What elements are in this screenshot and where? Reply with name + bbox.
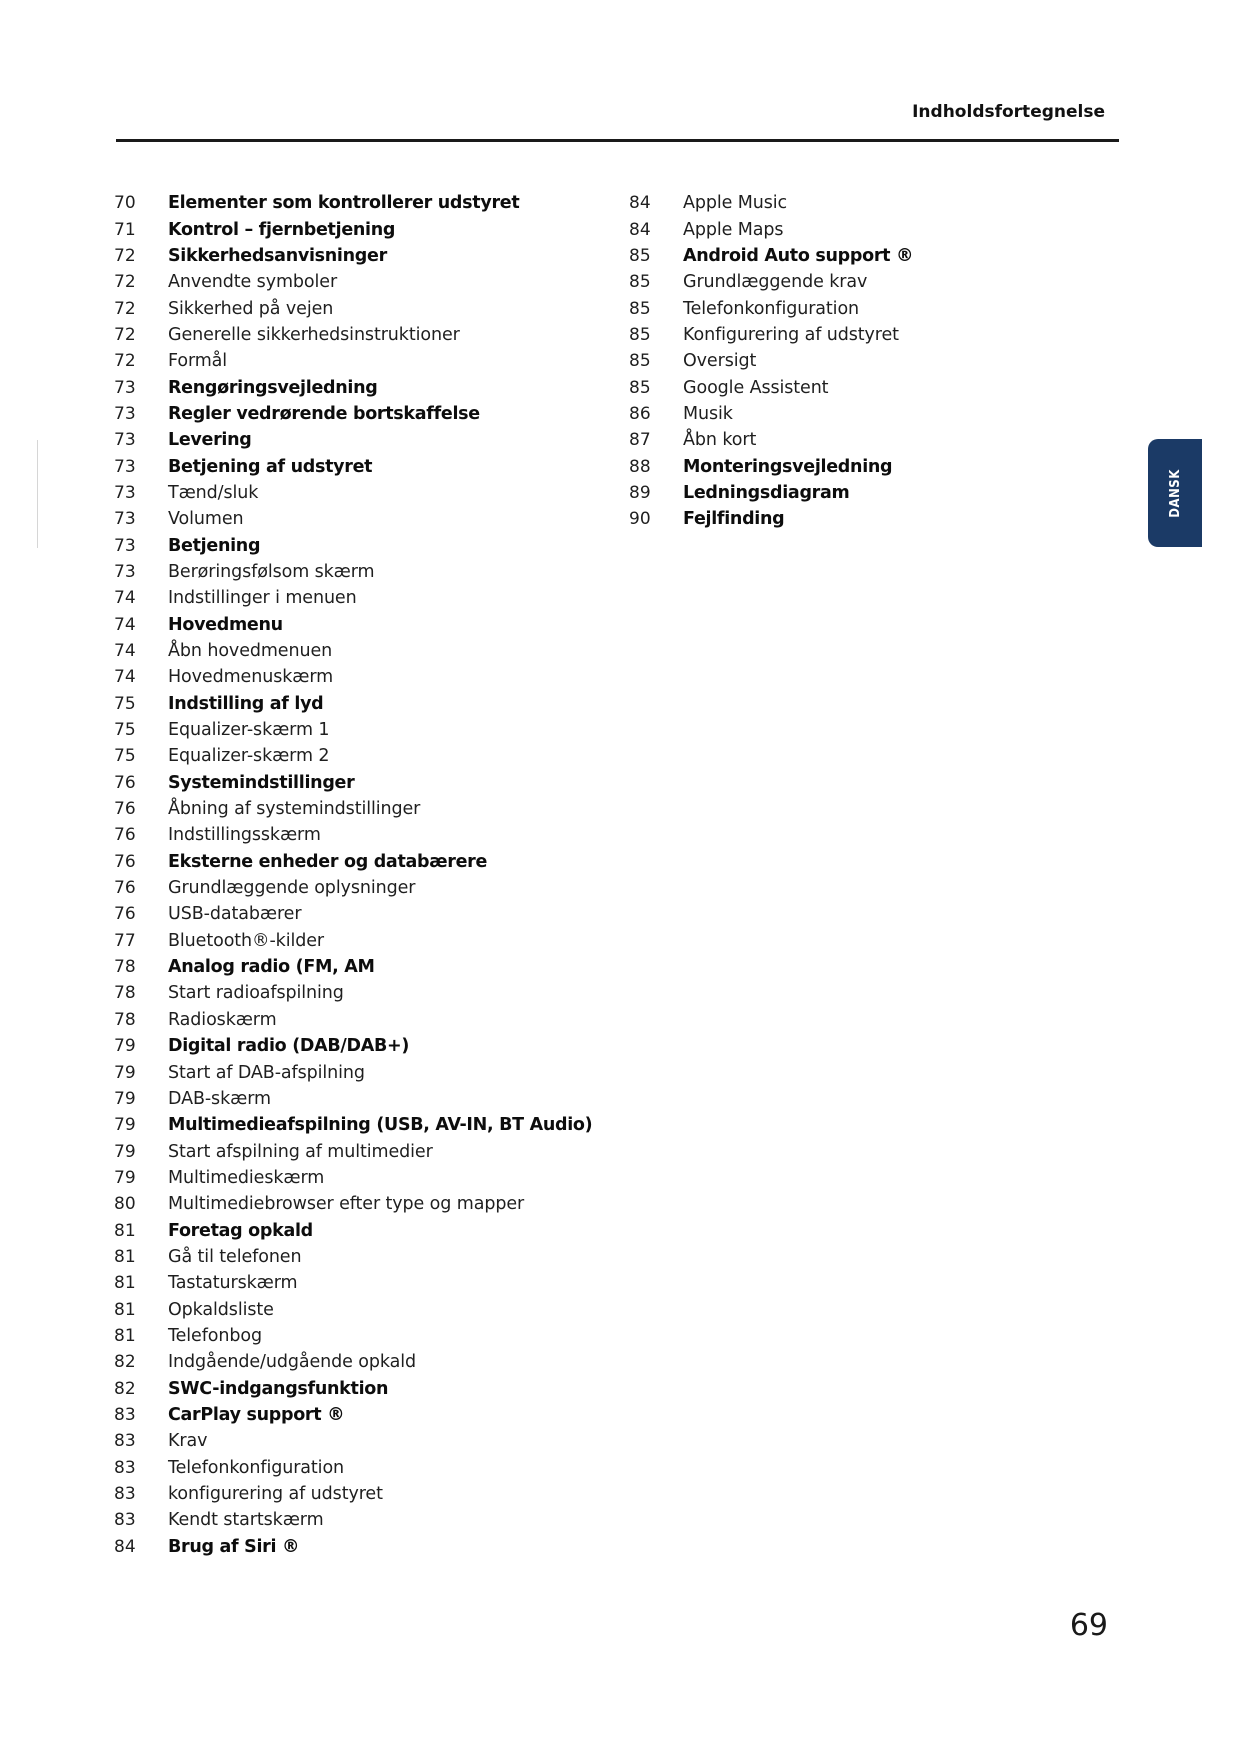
toc-entry-title: Indstillinger i menuen <box>168 588 357 609</box>
toc-entry-page: 73 <box>114 430 136 451</box>
toc-entry[interactable] <box>114 664 614 690</box>
toc-entry-title: Åbn kort <box>683 430 757 451</box>
toc-entry[interactable] <box>629 243 999 269</box>
toc-entry-title: Foretag opkald <box>168 1220 313 1241</box>
toc-entry-page: 79 <box>114 1115 136 1136</box>
toc-entry-title: Åbning af systemindstillinger <box>168 799 421 820</box>
toc-entry-page: 86 <box>629 403 651 424</box>
toc-entry[interactable] <box>629 480 999 506</box>
toc-entry[interactable] <box>114 216 614 242</box>
toc-entry-title: Bluetooth®-kilder <box>168 930 324 951</box>
toc-entry-page: 90 <box>629 509 651 530</box>
toc-entry-page: 85 <box>629 377 651 398</box>
toc-entry[interactable] <box>114 401 614 427</box>
toc-entry-title: Ledningsdiagram <box>683 482 850 503</box>
toc-entry-title: Apple Music <box>683 193 788 214</box>
toc-entry[interactable] <box>629 401 999 427</box>
toc-entry-title: Multimediebrowser efter type og mapper <box>168 1194 525 1215</box>
toc-entry[interactable] <box>629 269 999 295</box>
toc-entry-page: 73 <box>114 482 136 503</box>
toc-entry-page: 82 <box>114 1378 136 1399</box>
toc-entry-title: Konfigurering af udstyret <box>683 324 899 345</box>
toc-entry-title: Hovedmenuskærm <box>168 667 334 688</box>
toc-entry[interactable] <box>629 427 999 453</box>
toc-entry-title: Indstilling af lyd <box>168 693 324 714</box>
toc-entry[interactable] <box>114 796 614 822</box>
toc-entry-title: Grundlæggende krav <box>683 272 868 293</box>
toc-entry-title: Betjening af udstyret <box>168 456 373 477</box>
toc-entry-page: 72 <box>114 272 136 293</box>
toc-entry-page: 73 <box>114 456 136 477</box>
header-title: Indholdsfortegnelse <box>912 102 1105 122</box>
toc-entry-title: SWC-indgangsfunktion <box>168 1378 389 1399</box>
toc-entry-title: Opkaldsliste <box>168 1299 274 1320</box>
toc-entry-title: Eksterne enheder og databærere <box>168 851 488 872</box>
toc-entry-page: 76 <box>114 772 136 793</box>
toc-entry-page: 85 <box>629 324 651 345</box>
toc-entry-title: Brug af Siri ® <box>168 1536 300 1557</box>
toc-entry-title: Fejlfinding <box>683 509 785 530</box>
toc-entry[interactable] <box>114 638 614 664</box>
toc-entry-page: 82 <box>114 1352 136 1373</box>
toc-entry-page: 81 <box>114 1246 136 1267</box>
toc-entry[interactable] <box>114 243 614 269</box>
toc-entry-page: 79 <box>114 1167 136 1188</box>
toc-entry[interactable] <box>629 453 999 479</box>
toc-entry-title: Elementer som kontrollerer udstyret <box>168 193 520 214</box>
toc-entry-title: Equalizer-skærm 2 <box>168 746 330 767</box>
toc-entry[interactable] <box>114 743 614 769</box>
page-number: 69 <box>1069 1608 1108 1643</box>
toc-entry-page: 85 <box>629 245 651 266</box>
toc-entry-title: Gå til telefonen <box>168 1246 302 1267</box>
toc-entry[interactable] <box>114 1244 614 1270</box>
toc-entry-title: Indstillingsskærm <box>168 825 321 846</box>
toc-entry-page: 72 <box>114 245 136 266</box>
toc-entry-title: Systemindstillinger <box>168 772 355 793</box>
toc-entry-page: 78 <box>114 1009 136 1030</box>
toc-entry-title: Musik <box>683 403 733 424</box>
toc-entry-title: Equalizer-skærm 1 <box>168 720 330 741</box>
toc-entry-page: 81 <box>114 1325 136 1346</box>
toc-entry-page: 75 <box>114 693 136 714</box>
toc-entry-title: DAB-skærm <box>168 1088 271 1109</box>
toc-entry-title: Levering <box>168 430 252 451</box>
header-divider <box>116 139 1119 142</box>
toc-entry-title: Kontrol – fjernbetjening <box>168 219 396 240</box>
toc-entry-page: 76 <box>114 904 136 925</box>
toc-entry[interactable] <box>114 1138 614 1164</box>
toc-entry[interactable] <box>114 822 614 848</box>
toc-entry-page: 72 <box>114 351 136 372</box>
toc-entry-page: 81 <box>114 1273 136 1294</box>
toc-entry[interactable] <box>629 190 999 216</box>
toc-entry[interactable] <box>114 322 614 348</box>
toc-entry-page: 89 <box>629 482 651 503</box>
toc-entry[interactable] <box>114 1191 614 1217</box>
toc-entry-page: 85 <box>629 351 651 372</box>
toc-entry-page: 83 <box>114 1431 136 1452</box>
toc-entry-title: Hovedmenu <box>168 614 283 635</box>
toc-entry-title: Google Assistent <box>683 377 829 398</box>
toc-entry[interactable] <box>114 559 614 585</box>
toc-entry-page: 75 <box>114 746 136 767</box>
toc-entry-page: 73 <box>114 403 136 424</box>
toc-entry-title: konfigurering af udstyret <box>168 1484 383 1505</box>
toc-entry-page: 76 <box>114 878 136 899</box>
toc-entry-title: Regler vedrørende bortskaffelse <box>168 403 480 424</box>
toc-entry[interactable] <box>114 453 614 479</box>
toc-entry-title: USB-databærer <box>168 904 302 925</box>
toc-entry-title: Tastaturskærm <box>168 1273 298 1294</box>
toc-entry-page: 81 <box>114 1220 136 1241</box>
toc-entry[interactable] <box>114 532 614 558</box>
toc-entry[interactable] <box>114 612 614 638</box>
toc-entry-page: 72 <box>114 298 136 319</box>
toc-entry[interactable] <box>114 717 614 743</box>
toc-entry[interactable] <box>114 849 614 875</box>
toc-entry-page: 73 <box>114 509 136 530</box>
toc-entry[interactable] <box>629 216 999 242</box>
toc-entry[interactable] <box>114 269 614 295</box>
toc-entry-page: 88 <box>629 456 651 477</box>
toc-entry-page: 83 <box>114 1510 136 1531</box>
toc-entry[interactable] <box>114 348 614 374</box>
toc-entry-page: 71 <box>114 219 136 240</box>
toc-entry-page: 80 <box>114 1194 136 1215</box>
toc-entry[interactable] <box>114 1428 614 1454</box>
toc-entry[interactable] <box>114 928 614 954</box>
toc-entry-page: 75 <box>114 720 136 741</box>
toc-entry-title: Volumen <box>168 509 244 530</box>
toc-entry-page: 79 <box>114 1141 136 1162</box>
toc-entry[interactable] <box>114 427 614 453</box>
toc-entry-title: Radioskærm <box>168 1009 277 1030</box>
toc-entry-title: Multimedieskærm <box>168 1167 325 1188</box>
toc-column-left <box>114 190 614 1560</box>
toc-entry[interactable] <box>114 1455 614 1481</box>
toc-entry-page: 84 <box>629 219 651 240</box>
toc-entry-title: Sikkerhedsanvisninger <box>168 245 387 266</box>
toc-entry-page: 72 <box>114 324 136 345</box>
toc-entry[interactable] <box>114 875 614 901</box>
toc-entry-title: Åbn hovedmenuen <box>168 641 333 662</box>
toc-entry-title: Telefonbog <box>168 1325 262 1346</box>
toc-entry[interactable] <box>114 980 614 1006</box>
toc-entry-title: Multimedieafspilning (USB, AV-IN, BT Audio) <box>168 1115 593 1136</box>
language-tab[interactable] <box>1148 439 1202 547</box>
toc-entry-title: Tænd/sluk <box>168 482 259 503</box>
toc-entry-page: 73 <box>114 535 136 556</box>
toc-entry[interactable] <box>114 1349 614 1375</box>
toc-entry-title: Analog radio (FM, AM <box>168 957 375 978</box>
toc-entry-page: 76 <box>114 799 136 820</box>
toc-entry-page: 79 <box>114 1062 136 1083</box>
toc-entry-title: Kendt startskærm <box>168 1510 324 1531</box>
toc-entry-title: Betjening <box>168 535 261 556</box>
toc-entry[interactable] <box>114 691 614 717</box>
toc-entry[interactable] <box>629 348 999 374</box>
toc-entry-title: Sikkerhed på vejen <box>168 298 334 319</box>
toc-entry[interactable] <box>114 770 614 796</box>
toc-entry-title: Android Auto support ® <box>683 245 914 266</box>
toc-entry[interactable] <box>114 1375 614 1401</box>
toc-entry[interactable] <box>114 374 614 400</box>
toc-entry-page: 73 <box>114 377 136 398</box>
toc-entry-page: 77 <box>114 930 136 951</box>
toc-entry-title: Berøringsfølsom skærm <box>168 561 375 582</box>
toc-entry-title: Start radioafspilning <box>168 983 344 1004</box>
toc-entry-title: Anvendte symboler <box>168 272 338 293</box>
toc-entry[interactable] <box>114 1323 614 1349</box>
toc-entry[interactable] <box>114 1534 614 1560</box>
toc-entry-page: 79 <box>114 1088 136 1109</box>
toc-entry[interactable] <box>114 506 614 532</box>
toc-entry[interactable] <box>114 954 614 980</box>
toc-entry-title: Apple Maps <box>683 219 784 240</box>
toc-entry[interactable] <box>114 1007 614 1033</box>
toc-entry-title: Monteringsvejledning <box>683 456 893 477</box>
toc-entry-page: 85 <box>629 272 651 293</box>
toc-entry-page: 78 <box>114 983 136 1004</box>
toc-entry-page: 84 <box>629 193 651 214</box>
toc-entry[interactable] <box>629 295 999 321</box>
toc-entry-page: 70 <box>114 193 136 214</box>
language-tab-label: DANSK <box>1167 468 1183 518</box>
toc-entry-title: Rengøringsvejledning <box>168 377 378 398</box>
toc-entry-title: Formål <box>168 351 228 372</box>
toc-entry-page: 84 <box>114 1536 136 1557</box>
toc-entry-page: 74 <box>114 667 136 688</box>
toc-entry-page: 78 <box>114 957 136 978</box>
toc-entry[interactable] <box>629 506 999 532</box>
toc-entry-title: Start afspilning af multimedier <box>168 1141 433 1162</box>
toc-entry[interactable] <box>629 322 999 348</box>
toc-entry-page: 87 <box>629 430 651 451</box>
toc-entry-title: Start af DAB-afspilning <box>168 1062 365 1083</box>
toc-entry-title: Digital radio (DAB/DAB+) <box>168 1036 410 1057</box>
toc-entry[interactable] <box>114 1033 614 1059</box>
toc-entry-title: Oversigt <box>683 351 757 372</box>
toc-entry[interactable] <box>114 190 614 216</box>
toc-entry[interactable] <box>114 1059 614 1085</box>
toc-entry-title: Grundlæggende oplysninger <box>168 878 416 899</box>
toc-entry-page: 76 <box>114 825 136 846</box>
toc-entry-page: 74 <box>114 641 136 662</box>
toc-entry[interactable] <box>114 480 614 506</box>
toc-entry-page: 76 <box>114 851 136 872</box>
toc-entry-page: 79 <box>114 1036 136 1057</box>
toc-entry-title: Indgående/udgående opkald <box>168 1352 416 1373</box>
toc-entry[interactable] <box>114 295 614 321</box>
toc-entry[interactable] <box>114 901 614 927</box>
toc-entry-page: 74 <box>114 588 136 609</box>
toc-entry-page: 73 <box>114 561 136 582</box>
toc-entry[interactable] <box>114 1270 614 1296</box>
toc-entry-title: Telefonkonfiguration <box>683 298 860 319</box>
toc-entry-page: 83 <box>114 1457 136 1478</box>
toc-entry[interactable] <box>114 1165 614 1191</box>
toc-entry-title: Telefonkonfiguration <box>168 1457 345 1478</box>
toc-entry-page: 83 <box>114 1484 136 1505</box>
toc-entry-title: Generelle sikkerhedsinstruktioner <box>168 324 460 345</box>
toc-entry[interactable] <box>114 1112 614 1138</box>
toc-entry[interactable] <box>114 1296 614 1322</box>
toc-entry-title: CarPlay support ® <box>168 1404 345 1425</box>
toc-entry-page: 85 <box>629 298 651 319</box>
toc-entry-page: 74 <box>114 614 136 635</box>
toc-entry[interactable] <box>114 585 614 611</box>
toc-entry[interactable] <box>114 1086 614 1112</box>
toc-entry[interactable] <box>114 1507 614 1533</box>
toc-entry[interactable] <box>114 1481 614 1507</box>
toc-entry-title: Krav <box>168 1431 208 1452</box>
toc-entry[interactable] <box>629 374 999 400</box>
toc-entry-page: 83 <box>114 1404 136 1425</box>
toc-column-right <box>629 190 999 532</box>
toc-entry[interactable] <box>114 1402 614 1428</box>
page-edge-mark <box>37 440 38 548</box>
toc-entry[interactable] <box>114 1217 614 1243</box>
toc-entry-page: 81 <box>114 1299 136 1320</box>
